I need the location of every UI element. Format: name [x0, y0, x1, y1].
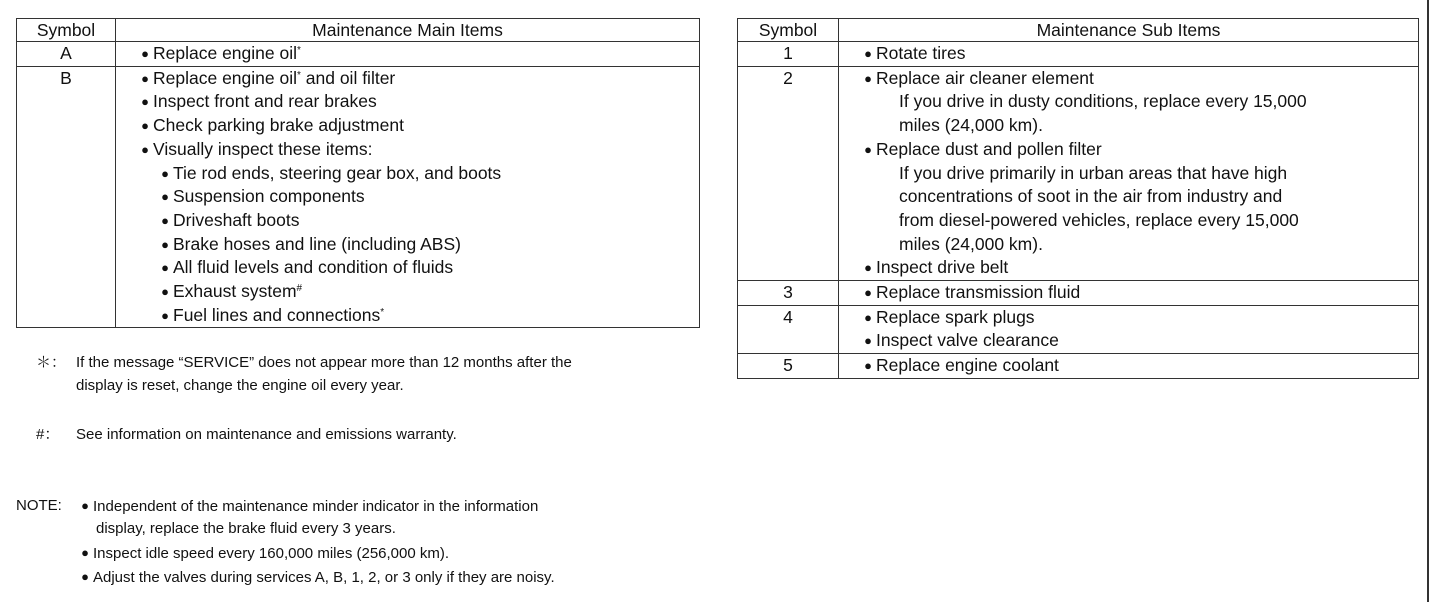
sub-list-item: ● Brake hoses and line (including ABS): [116, 233, 699, 257]
sub-list-item: ● Tie rod ends, steering gear box, and boots: [116, 162, 699, 186]
items-cell: [839, 305, 1419, 353]
note-item: ● Inspect idle speed every 160,000 miles (256,000 km).: [80, 541, 449, 565]
list-item: ● Replace air cleaner element: [839, 67, 1418, 91]
bullet-icon: ●: [81, 498, 89, 513]
note-line: miles (24,000 km).: [899, 233, 1043, 254]
note-item: ● Adjust the valves during services A, B, 1, 2, or 3 only if they are noisy.: [80, 565, 555, 589]
bullet-icon: ●: [864, 46, 872, 61]
list-item: ● Check parking brake adjustment: [116, 114, 699, 138]
footnote-hash-label: #：: [36, 426, 60, 443]
note-label: NOTE:: [16, 497, 62, 514]
sub-items-table: [737, 18, 1419, 379]
note-line: from diesel-powered vehicles, replace every 15,000: [899, 209, 1299, 230]
items-cell: [116, 42, 700, 67]
table-row: [738, 305, 1419, 353]
list-item: ● Inspect valve clearance: [839, 329, 1418, 353]
list-item: ● Replace dust and pollen filter: [839, 138, 1418, 162]
note-line: If you drive primarily in urban areas that have high: [899, 162, 1288, 183]
bullet-icon: ●: [864, 70, 872, 86]
bullet-icon: ●: [864, 260, 872, 276]
symbol-cell: A: [17, 42, 116, 67]
sub-list-item: ● Fuel lines and connections*: [116, 304, 699, 328]
table-row: [17, 66, 700, 328]
list-item: ● Replace engine oil*: [116, 42, 699, 66]
list-item: ● Visually inspect these items:: [116, 138, 699, 162]
bullet-icon: ●: [141, 141, 149, 157]
bullet-icon: ●: [161, 236, 169, 252]
note-line: If you drive in dusty conditions, replace every 15,000: [899, 91, 1307, 112]
symbol-cell: 4: [738, 305, 839, 353]
list-item: ● Replace spark plugs: [839, 306, 1418, 330]
bullet-icon: ●: [161, 212, 169, 228]
note-line: concentrations of soot in the air from industry and: [899, 186, 1283, 207]
bullet-icon: ●: [864, 333, 872, 349]
bullet-icon: ●: [141, 46, 149, 61]
footnote-star-line: display is reset, change the engine oil every year.: [76, 377, 404, 394]
main-items-table: [16, 18, 700, 328]
bullet-icon: ●: [161, 284, 169, 300]
footnote-star-label: ＊：: [36, 354, 67, 371]
table-row: [17, 42, 700, 67]
sub-list-item: ● Driveshaft boots: [116, 209, 699, 233]
sub-items-header: Maintenance Sub Items: [839, 19, 1419, 42]
sub-list-item: ● All fluid levels and condition of fluids: [116, 256, 699, 280]
items-cell: [839, 66, 1419, 280]
items-cell: [839, 281, 1419, 306]
symbol-cell: 2: [738, 66, 839, 280]
main-items-header: Maintenance Main Items: [116, 19, 700, 42]
symbol-cell: 5: [738, 354, 839, 379]
footnote-star-line: If the message “SERVICE” does not appear more than 12 months after the: [76, 354, 572, 371]
symbol-cell: 3: [738, 281, 839, 306]
sub-list-item: ● Suspension components: [116, 185, 699, 209]
bullet-icon: ●: [141, 94, 149, 110]
table-row: [738, 354, 1419, 379]
sub-list-item: ● Exhaust system#: [116, 280, 699, 304]
symbol-header: Symbol: [17, 19, 116, 42]
table-row: [738, 42, 1419, 67]
bullet-icon: ●: [864, 285, 872, 301]
table-row: [738, 281, 1419, 306]
bullet-icon: ●: [141, 118, 149, 134]
page-edge-divider: [1427, 0, 1429, 602]
symbol-header: Symbol: [738, 19, 839, 42]
symbol-cell: 1: [738, 42, 839, 67]
list-item: ● Rotate tires: [839, 42, 1418, 66]
list-item: ● Inspect drive belt: [839, 256, 1418, 280]
items-cell: [839, 354, 1419, 379]
list-item: ● Replace engine coolant: [839, 354, 1418, 378]
items-cell: [839, 42, 1419, 67]
bullet-icon: ●: [161, 307, 169, 323]
note-item-continuation: display, replace the brake fluid every 3 years.: [96, 520, 396, 537]
symbol-cell: B: [17, 66, 116, 328]
bullet-icon: ●: [81, 545, 89, 560]
bullet-icon: ●: [864, 358, 872, 374]
bullet-icon: ●: [161, 189, 169, 205]
bullet-icon: ●: [161, 260, 169, 276]
table-row: [738, 66, 1419, 280]
items-cell: [116, 66, 700, 328]
footnote-hash-text: See information on maintenance and emissions warranty.: [76, 426, 457, 443]
list-item: ● Replace engine oil* and oil filter: [116, 67, 699, 91]
note-line: miles (24,000 km).: [899, 115, 1043, 136]
list-item: ● Inspect front and rear brakes: [116, 90, 699, 114]
bullet-icon: ●: [864, 309, 872, 325]
note-item: ● Independent of the maintenance minder indicator in the information: [80, 494, 538, 518]
bullet-icon: ●: [81, 569, 89, 584]
bullet-icon: ●: [141, 70, 149, 86]
bullet-icon: ●: [864, 141, 872, 157]
list-item: ● Replace transmission fluid: [839, 281, 1418, 305]
bullet-icon: ●: [161, 165, 169, 181]
